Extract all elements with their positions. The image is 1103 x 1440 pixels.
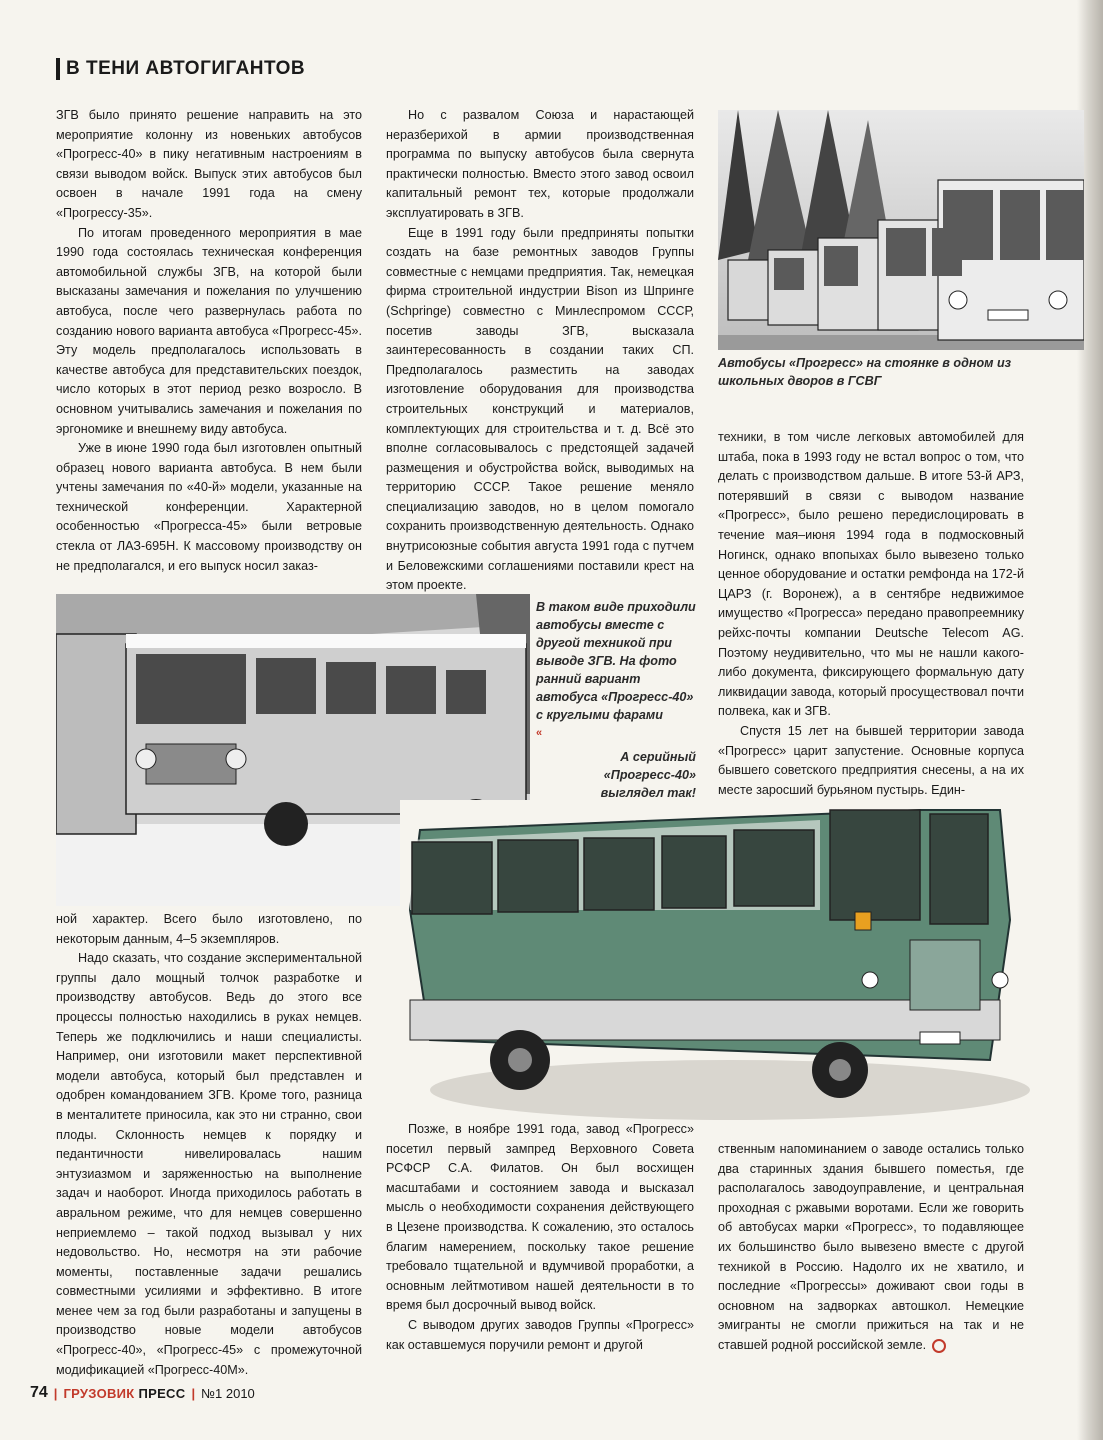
magazine-name-part-b: ПРЕСС	[138, 1385, 186, 1401]
article-paragraph: ЗГВ было принято решение направить на это мероприятие колонну из новеньких автобусов «Прогресс-40» в пику негативным настроениям в связи выводом войск. Выпуск этих автобусов был освоен в начале 1991 года на смену «Прогрессу-35».	[56, 108, 362, 220]
article-paragraph: ственным напоминанием о заводе остались только два старинных здания бывшего поместья, где располагалось заводоуправление, и центральная проходная с ржавыми воротами. Если же говорить об автобусах марки «Прогресс», то подавляющее их большинство было вывезено вместе с другой техникой в Россию. Надолго их не хватило, и последние «Прогрессы» доживают свои годы в основном на задворках автошкол. Немецкие эмигранты не смогли прижиться на так и не ставшей родной российской земле.	[718, 1142, 1024, 1352]
issue-number: №1 2010	[201, 1385, 255, 1401]
footer-separator: |	[53, 1385, 58, 1401]
article-column-1-bottom	[56, 910, 362, 1380]
article-column-3-middle	[718, 428, 1024, 800]
article-column-2-top	[386, 106, 694, 596]
article-paragraph: Но с развалом Союза и нарастающей неразберихой в армии производственная программа по выпуску автобусов была свернута практически полностью. Вместо этого завод освоил капитальный ремонт тех, которые продолжали эксплуатировать в ЗГВ.	[386, 108, 694, 220]
photo1-caption: Автобусы «Прогресс» на стоянке в одном из школьных дворов в ГСВГ	[718, 356, 1012, 388]
article-paragraph: С выводом других заводов Группы «Прогресс» как оставшемуся поручили ремонт и другой	[386, 1317, 694, 1352]
section-title: В ТЕНИ АВТОГИГАНТОВ	[56, 58, 305, 80]
end-of-article-icon	[932, 1339, 946, 1353]
caption-arrow-left-icon: «	[536, 727, 543, 739]
article-paragraph: Надо сказать, что создание экспериментальной группы дало мощный толчок разработке и производству автобусов. Ведь до этого все процессы полностью находились в руках немцев. Теперь же подключились и наши специалисты. Например, они изготовили макет перспективной модели автобуса, который был представлен и одобрен командованием ЗГВ. Кроме того, разница в менталитете приносила, как это ни странно, свои плоды. Склонность немцев к порядку и педантичности нивелировалась нашим энтузиазмом и заряженностью на выполнение задач и наоборот. Иногда приходилось работать в авральном режиме, что для немцев совершенно неприемлемо – такой подход вызывал у них недовольство. Но, несмотря на эти рабочие моменты, поставленные задачи решались совместными усилиями и эффективно. В итоге менее чем за год были разработаны и запущены в производство новые модели автобусов «Прогресс-40», «Прогресс-45» с промежуточной модификацией «Прогресс-40М».	[56, 951, 362, 1377]
article-paragraph: По итогам проведенного мероприятия в мае 1990 года состоялась техническая конференция автомобильной службы ЗГВ, на которой были высказаны замечания и пожелания по улучшению автобуса, после чего развернулась работа по созданию нового варианта автобуса «Прогресс-45». Эту модель предполагалось использовать в качестве автобуса для представительских поездок, число которых в этот период резко возросло. В основном учитывались замечания и пожелания по эргономике и внешнему виду автобуса.	[56, 225, 363, 436]
magazine-name-part-a: ГРУЗОВИК	[63, 1385, 135, 1401]
page-number: 74	[30, 1384, 48, 1401]
photo-parked-buses	[718, 110, 1084, 350]
article-column-1-top	[56, 106, 362, 576]
article-column-3-bottom	[718, 1140, 1024, 1356]
article-paragraph: ной характер. Всего было изготовлено, по некоторым данным, 4–5 экземпляров.	[56, 912, 362, 946]
photo-green-serial-bus	[400, 800, 1030, 1130]
magazine-name	[63, 1386, 185, 1401]
photo3-caption-text: А серийный «Прогресс-40» выглядел так!	[600, 750, 696, 800]
article-paragraph: Спустя 15 лет на бывшей территории завода «Прогресс» царит запустение. Основные корпуса бывшего советского предприятия снесены, а на их месте заросший бурьяном пустырь. Един-	[718, 723, 1024, 797]
article-paragraph: Еще в 1991 году были предприняты попытки создать на базе ремонтных заводов Группы совместные с немцами предприятия. Так, немецкая фирма строительной индустрии Bison из Шпринге (Schpringe) совместно с Минлеспромом СССР, посетив заводы ЗГВ, высказала заинтересованность в создании таких СП. Предполагалось разместить на заводах изготовление оборудования для производства строительных конструкций и материалов, комплектующих для строительства и т. д. Всё это вполне согласовывалось с предстоящей задачей размещения и обустройства войск, выводимых на территорию СССР. Такое решение меняло специализацию заводов, но в целом помогало сохранить производственную деятельность. Однако внутрисоюзные события августа 1991 года с путчем и Беловежскими соглашениями поставили крест на этом проекте.	[386, 225, 694, 593]
article-paragraph: Уже в июне 1990 года был изготовлен опытный образец нового варианта автобуса. В нем были учтены замечания по «40-й» модели, указанные на технической конференции. Характерной особенностью «Прогресса-45» были ветровые стекла от ЛАЗ-695Н. К массовому производству он не предполагался, и его выпуск носил заказ-	[56, 441, 362, 573]
photo3-caption	[548, 748, 696, 802]
footer-separator-2: |	[191, 1385, 196, 1401]
photo2-caption-text: В таком виде приходили автобусы вместе с другой техникой при выводе ЗГВ. На фото ранний вариант автобуса «Прогресс-40» с круглыми фарами	[536, 600, 696, 722]
article-paragraph: Позже, в ноябре 1991 года, завод «Прогресс» посетил первый зампред Верховного Совета РСФСР С.А. Филатов. Он был восхищен масштабами и состоянием завода и высказал мысль о необходимости сохранения действующего в Цезене производства. К сожалению, это осталось благим намерением, поскольку такое решение требовало тщательной и вдумчивой проработки, а основным лейтмотивом нашей деятельности в то время был досрочный вывод войск.	[386, 1122, 694, 1313]
photo2-caption	[536, 598, 696, 742]
page-footer	[30, 1384, 255, 1402]
article-column-2-bottom	[386, 1120, 694, 1355]
article-paragraph: техники, в том числе легковых автомобилей для штаба, пока в 1993 году не встал вопрос о том, что делать с производством дальше. В итоге 53-й АРЗ, потерявший в связи с выводом название «Прогресс», было решено передислоцировать в течение мая–июня 1994 года в подмосковный Ногинск, однако впопыхах было вывезено только ценное оборудование и остатки ремфонда на 172-й ЦАРЗ (г. Воронеж), а в сентябре недвижимое имущество «Прогресса» передано правопреемнику рейхс-почты компании Deutsche Telecom AG. Поэтому неудивительно, что мы не нашли какого-либо документа, фиксирующего формальную дату ликвидации завода, который просуществовал почти полвека, как и ЗГВ.	[718, 430, 1024, 719]
